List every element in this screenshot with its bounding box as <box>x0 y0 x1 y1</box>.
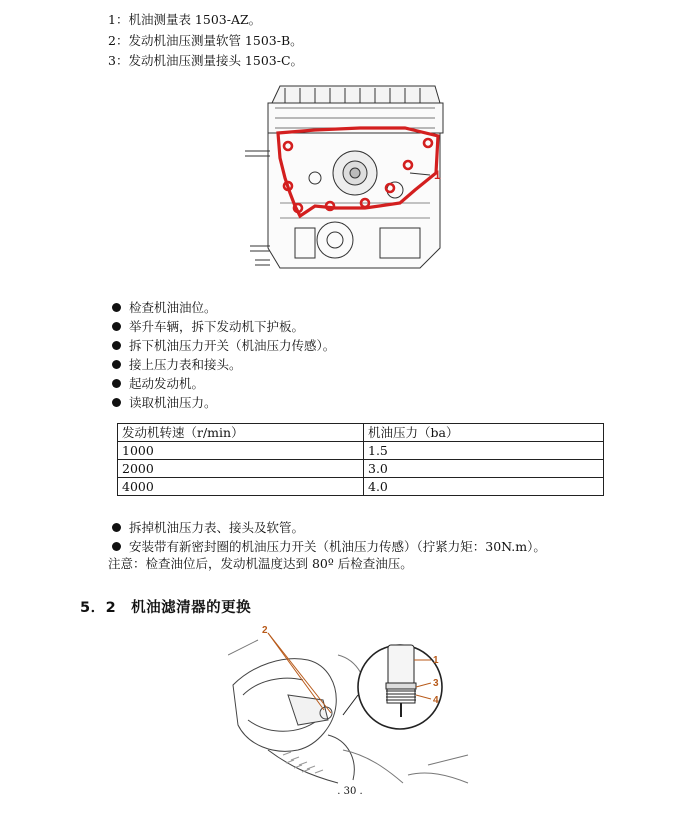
table-row <box>118 460 604 478</box>
list-item: 拆下机油压力开关（机油压力传感）。 <box>112 336 335 355</box>
column-header: 发动机转速（r/min） <box>118 424 364 442</box>
callout-label: 4 <box>433 695 439 706</box>
callout-label: 1 <box>433 655 439 666</box>
list-item: 举升车辆，拆下发动机下护板。 <box>112 317 335 336</box>
bullet-icon <box>112 360 121 369</box>
list-item: 接上压力表和接头。 <box>112 355 335 374</box>
bullet-icon <box>112 398 121 407</box>
tool-item: 1：机油测量表 1503-AZ。 <box>108 12 262 27</box>
table-cell: 4000 <box>118 478 364 496</box>
table-cell: 4.0 <box>364 478 604 496</box>
callout-label: 1 <box>434 168 441 182</box>
tool-item: 3：发动机油压测量接头 1503-C。 <box>108 53 304 68</box>
callout-label: 3 <box>433 678 439 689</box>
tool-list <box>108 10 303 72</box>
oil-pressure-table <box>117 423 604 496</box>
bullet-icon <box>112 523 121 532</box>
list-item: 检查机油油位。 <box>112 298 335 317</box>
callout-label: 2 <box>262 625 268 636</box>
note-text: 注意：检查油位后，发动机温度达到 80º 后检查油压。 <box>108 556 413 571</box>
list-item: 起动发动机。 <box>112 374 335 393</box>
bullet-icon <box>112 542 121 551</box>
table-cell: 1.5 <box>364 442 604 460</box>
table-cell: 2000 <box>118 460 364 478</box>
tool-item: 2：发动机油压测量软管 1503-B。 <box>108 32 303 48</box>
page-number: . 30 . <box>337 786 363 797</box>
bullet-icon <box>112 379 121 388</box>
engine-block-figure <box>240 78 460 278</box>
list-item: 读取机油压力。 <box>112 393 335 412</box>
table-cell: 3.0 <box>364 460 604 478</box>
list-item: 安装带有新密封圈的机油压力开关（机油压力传感）（拧紧力矩：30N.m）。 <box>112 537 546 556</box>
bullet-icon <box>112 303 121 312</box>
oil-filter-figure <box>228 625 470 785</box>
table-header-row <box>118 424 604 442</box>
procedure-steps <box>112 298 335 412</box>
list-item: 拆掉机油压力表、接头及软管。 <box>112 518 546 537</box>
section-heading: 5．2 机油滤清器的更换 <box>80 600 252 616</box>
procedure-steps-after <box>112 518 546 556</box>
bullet-icon <box>112 322 121 331</box>
table-row <box>118 442 604 460</box>
column-header: 机油压力（ba） <box>364 424 604 442</box>
table-cell: 1000 <box>118 442 364 460</box>
bullet-icon <box>112 341 121 350</box>
table-row <box>118 478 604 496</box>
